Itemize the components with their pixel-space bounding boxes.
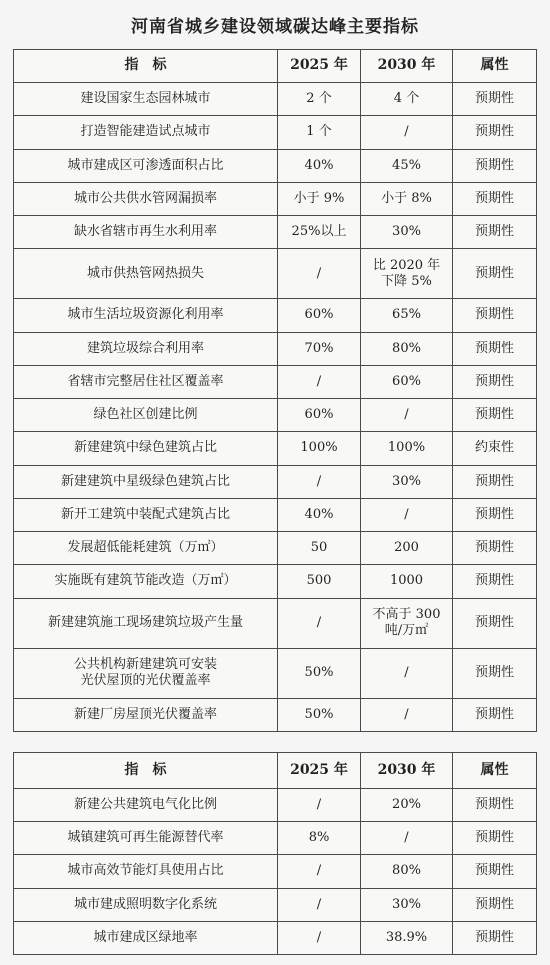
- value-2025-cell: 50: [278, 532, 361, 565]
- value-2025-cell: /: [278, 855, 361, 888]
- indicator-name-cell: 省辖市完整居住社区覆盖率: [14, 365, 278, 398]
- header-2025: 2025 年: [278, 50, 361, 83]
- value-2030-cell: 比 2020 年 下降 5%: [361, 249, 453, 299]
- attribute-cell: 预期性: [453, 149, 537, 182]
- indicator-table-secondary: [13, 752, 537, 955]
- table-row: [14, 332, 537, 365]
- attribute-cell: 预期性: [453, 648, 537, 698]
- attribute-cell: 约束性: [453, 432, 537, 465]
- indicator-name-cell: 新建建筑施工现场建筑垃圾产生量: [14, 598, 278, 648]
- value-2030-cell: /: [361, 648, 453, 698]
- header-2030: 2030 年: [361, 753, 453, 789]
- value-2030-cell: 30%: [361, 465, 453, 498]
- attribute-cell: 预期性: [453, 299, 537, 332]
- table-row: [14, 822, 537, 855]
- table-row: [14, 789, 537, 822]
- value-2030-cell: 20%: [361, 789, 453, 822]
- value-2030-cell: 80%: [361, 332, 453, 365]
- value-2025-cell: 1 个: [278, 116, 361, 149]
- attribute-cell: 预期性: [453, 399, 537, 432]
- table-row: [14, 149, 537, 182]
- value-2025-cell: 70%: [278, 332, 361, 365]
- indicator-name-cell: 缺水省辖市再生水利用率: [14, 216, 278, 249]
- attribute-cell: 预期性: [453, 822, 537, 855]
- table-row: [14, 216, 537, 249]
- attribute-cell: 预期性: [453, 498, 537, 531]
- value-2030-cell: 65%: [361, 299, 453, 332]
- value-2030-cell: /: [361, 822, 453, 855]
- value-2025-cell: 60%: [278, 399, 361, 432]
- value-2025-cell: /: [278, 365, 361, 398]
- table-row: [14, 465, 537, 498]
- value-2025-cell: 25%以上: [278, 216, 361, 249]
- indicator-name-cell: 绿色社区创建比例: [14, 399, 278, 432]
- attribute-cell: 预期性: [453, 532, 537, 565]
- value-2025-cell: /: [278, 888, 361, 921]
- table-row: [14, 888, 537, 921]
- header-indicator: 指 标: [14, 50, 278, 83]
- value-2030-cell: 30%: [361, 888, 453, 921]
- table-row: [14, 598, 537, 648]
- indicator-name-cell: 新建公共建筑电气化比例: [14, 789, 278, 822]
- indicator-name-cell: 实施既有建筑节能改造（万㎡）: [14, 565, 278, 598]
- table-row: [14, 399, 537, 432]
- attribute-cell: 预期性: [453, 888, 537, 921]
- table-row: [14, 299, 537, 332]
- attribute-cell: 预期性: [453, 921, 537, 954]
- value-2025-cell: 500: [278, 565, 361, 598]
- table-row: [14, 83, 537, 116]
- attribute-cell: 预期性: [453, 83, 537, 116]
- value-2030-cell: 4 个: [361, 83, 453, 116]
- indicator-name-cell: 新建建筑中星级绿色建筑占比: [14, 465, 278, 498]
- value-2025-cell: 8%: [278, 822, 361, 855]
- table-row: [14, 432, 537, 465]
- indicator-name-cell: 城市建成照明数字化系统: [14, 888, 278, 921]
- indicator-name-cell: 城市生活垃圾资源化利用率: [14, 299, 278, 332]
- attribute-cell: 预期性: [453, 855, 537, 888]
- value-2030-cell: 38.9%: [361, 921, 453, 954]
- table-row: [14, 921, 537, 954]
- attribute-cell: 预期性: [453, 116, 537, 149]
- value-2025-cell: 60%: [278, 299, 361, 332]
- attribute-cell: 预期性: [453, 365, 537, 398]
- page-title: 河南省城乡建设领域碳达峰主要指标: [131, 17, 419, 37]
- table-row: [14, 698, 537, 731]
- value-2025-cell: /: [278, 789, 361, 822]
- attribute-cell: 预期性: [453, 216, 537, 249]
- table-row: [14, 182, 537, 215]
- table-row: [14, 855, 537, 888]
- header-2030: 2030 年: [361, 50, 453, 83]
- indicator-name-cell: 新建建筑中绿色建筑占比: [14, 432, 278, 465]
- table-header-row: [14, 753, 537, 789]
- indicator-name-cell: 城镇建筑可再生能源替代率: [14, 822, 278, 855]
- table-row: [14, 532, 537, 565]
- value-2025-cell: 100%: [278, 432, 361, 465]
- indicator-name-cell: 建筑垃圾综合利用率: [14, 332, 278, 365]
- indicator-name-cell: 公共机构新建建筑可安装 光伏屋顶的光伏覆盖率: [14, 648, 278, 698]
- value-2025-cell: 40%: [278, 149, 361, 182]
- attribute-cell: 预期性: [453, 565, 537, 598]
- header-indicator: 指 标: [14, 753, 278, 789]
- value-2030-cell: 200: [361, 532, 453, 565]
- value-2025-cell: 50%: [278, 698, 361, 731]
- value-2025-cell: /: [278, 465, 361, 498]
- attribute-cell: 预期性: [453, 598, 537, 648]
- table-row: [14, 365, 537, 398]
- value-2025-cell: 小于 9%: [278, 182, 361, 215]
- indicator-name-cell: 新建厂房屋顶光伏覆盖率: [14, 698, 278, 731]
- value-2025-cell: 40%: [278, 498, 361, 531]
- value-2030-cell: 45%: [361, 149, 453, 182]
- table-row: [14, 648, 537, 698]
- value-2025-cell: /: [278, 598, 361, 648]
- value-2030-cell: /: [361, 116, 453, 149]
- indicator-table-main: [13, 49, 537, 732]
- indicator-name-cell: 发展超低能耗建筑（万㎡）: [14, 532, 278, 565]
- indicator-name-cell: 城市公共供水管网漏损率: [14, 182, 278, 215]
- attribute-cell: 预期性: [453, 182, 537, 215]
- value-2030-cell: 1000: [361, 565, 453, 598]
- value-2025-cell: 2 个: [278, 83, 361, 116]
- value-2030-cell: 30%: [361, 216, 453, 249]
- value-2030-cell: /: [361, 698, 453, 731]
- table-row: [14, 565, 537, 598]
- attribute-cell: 预期性: [453, 789, 537, 822]
- table-row: [14, 498, 537, 531]
- value-2030-cell: 60%: [361, 365, 453, 398]
- value-2030-cell: 不高于 300 吨/万㎡: [361, 598, 453, 648]
- indicator-name-cell: 城市高效节能灯具使用占比: [14, 855, 278, 888]
- indicator-name-cell: 新开工建筑中装配式建筑占比: [14, 498, 278, 531]
- value-2030-cell: /: [361, 399, 453, 432]
- value-2030-cell: 80%: [361, 855, 453, 888]
- value-2030-cell: 100%: [361, 432, 453, 465]
- table-row: [14, 116, 537, 149]
- table-row: [14, 249, 537, 299]
- value-2025-cell: /: [278, 921, 361, 954]
- attribute-cell: 预期性: [453, 249, 537, 299]
- attribute-cell: 预期性: [453, 465, 537, 498]
- attribute-cell: 预期性: [453, 698, 537, 731]
- header-attribute: 属性: [453, 753, 537, 789]
- header-2025: 2025 年: [278, 753, 361, 789]
- value-2030-cell: 小于 8%: [361, 182, 453, 215]
- value-2030-cell: /: [361, 498, 453, 531]
- indicator-name-cell: 城市建成区可渗透面积占比: [14, 149, 278, 182]
- indicator-name-cell: 建设国家生态园林城市: [14, 83, 278, 116]
- header-attribute: 属性: [453, 50, 537, 83]
- indicator-name-cell: 打造智能建造试点城市: [14, 116, 278, 149]
- value-2025-cell: 50%: [278, 648, 361, 698]
- value-2025-cell: /: [278, 249, 361, 299]
- table-header-row: [14, 50, 537, 83]
- indicator-name-cell: 城市供热管网热损失: [14, 249, 278, 299]
- indicator-name-cell: 城市建成区绿地率: [14, 921, 278, 954]
- attribute-cell: 预期性: [453, 332, 537, 365]
